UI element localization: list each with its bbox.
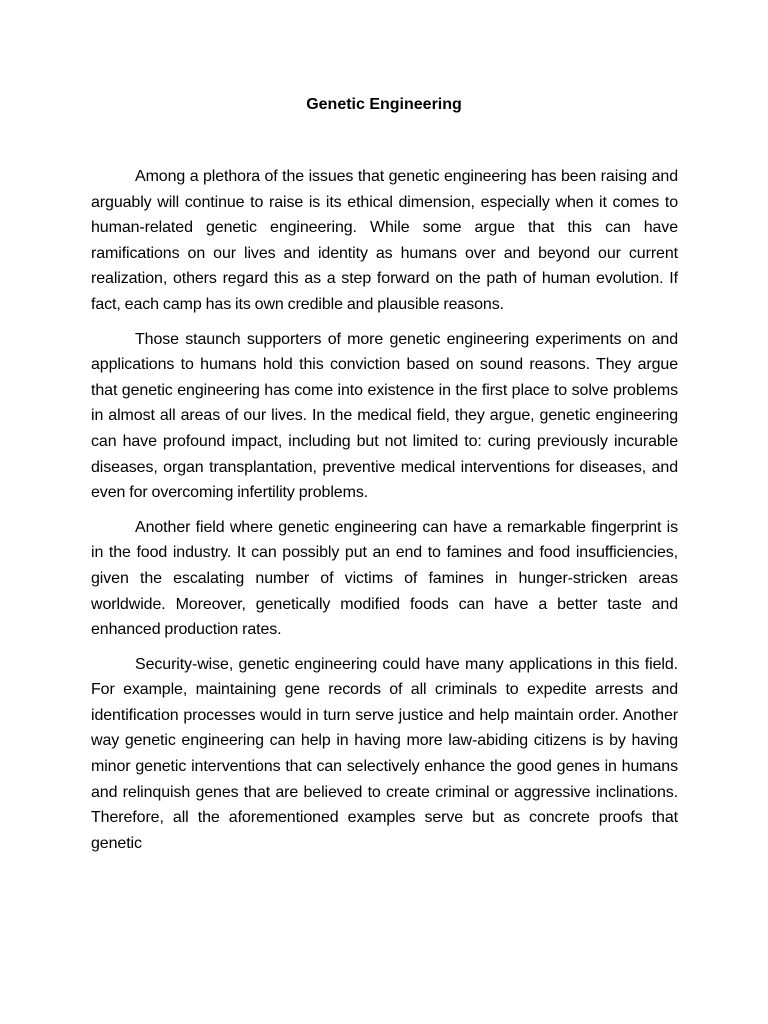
document-title: Genetic Engineering [306,96,462,113]
paragraph-1: Among a plethora of the issues that genetic engineering has been raising and arguably will continue to raise is its ethical dimension, especially when it comes to human-related genetic engineering. While some argue that this can have ramifications on our lives and identity as humans over and beyond our current realization, others regard this as a step forward on the path of human evolution. If fact, each camp has its own credible and plausible reasons. [91,168,678,313]
paragraph-2: Those staunch supporters of more genetic engineering experiments on and applications to humans hold this conviction based on sound reasons. They argue that genetic engineering has come into existence in the first place to solve problems in almost all areas of our lives. In the medical field, they argue, genetic engineering can have profound impact, including but not limited to: curing previously incurable diseases, organ transplantation, preventive medical interventions for diseases, and even for overcoming infertility problems. [91,330,678,502]
paragraph-4: Security-wise, genetic engineering could have many applications in this field. For example, maintaining gene records of all criminals to expedite arrests and identification processes would in turn serve justice and help maintain order. Another way genetic engineering can help in having more law-abiding citizens is by having minor genetic interventions that can selectively enhance the good genes in humans and relinquish genes that are believed to create criminal or aggressive inclinations. Therefore, all the aforementioned examples serve but as concrete proofs that genetic [91,655,678,852]
paragraph-3: Another field where genetic engineering can have a remarkable fingerprint is in the food industry. It can possibly put an end to famines and food insufficiencies, given the escalating number of victims of famines in hunger-stricken areas worldwide. Moreover, genetically modified foods can have a better taste and enhanced production rates. [91,518,678,639]
document-body [91,164,678,856]
